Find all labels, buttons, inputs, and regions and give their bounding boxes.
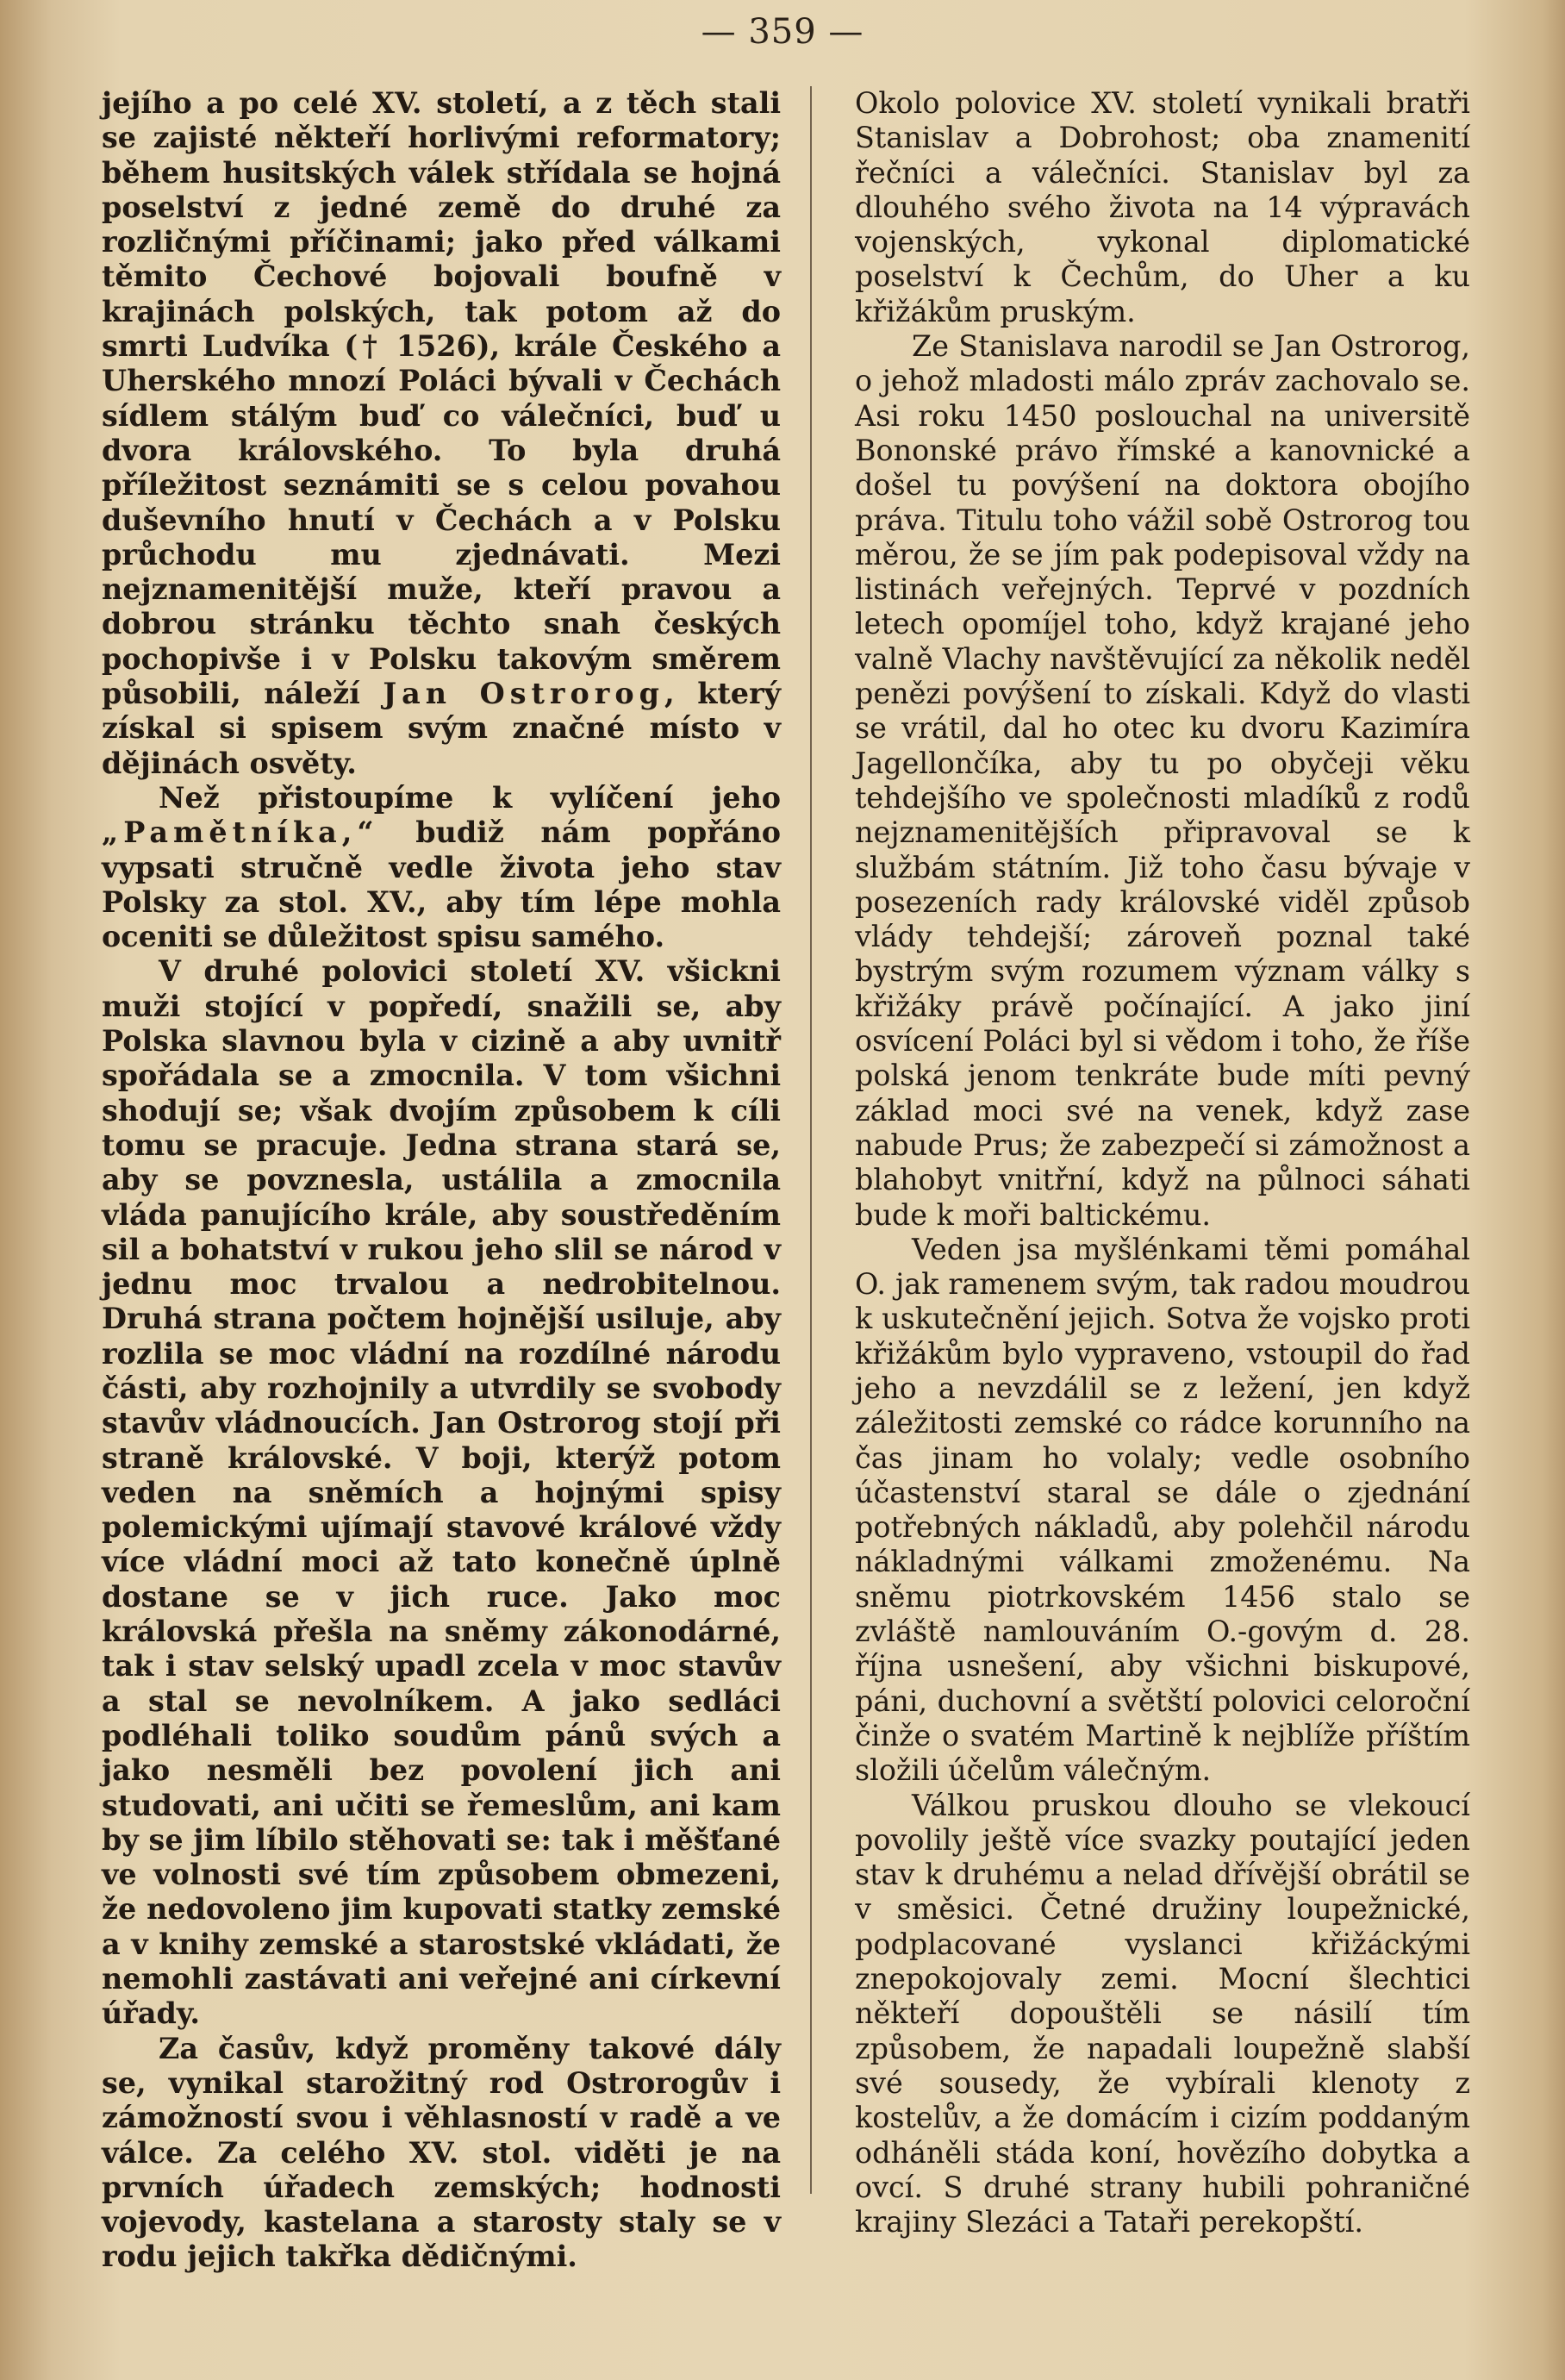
paragraph: jejího a po celé XV. století, a z těch stali se zajisté někteří horlivými reformatory; během husitských válek střídala se hojná poselství z jedné země do druhé za rozličnými příčinami; jako před válkami těmito Čechové bojovali boufně v krajinách polských, tak potom až do smrti Ludvíka († 1526), krále Českého a Uherského mnozí Poláci bývali v Čechách sídlem stálým buď co válečníci, buď u dvora královského. To byla druhá příležitost seznámiti se s celou povahou duševního hnutí v Čechách a v Polsku průchodu mu zjednávati. Mezi nejznamenitější muže, kteří pravou a dobrou stránku těchto snah českých pochopivše i v Polsku takovým směrem působili, náleží Jan Ostrorog, který získal si spisem svým značné místo v dějinách osvěty. (102, 86, 782, 780)
emphasized-title: „Pamětníka,“ (102, 815, 379, 850)
column-divider (810, 86, 812, 2194)
paragraph: Ze Stanislava narodil se Jan Ostrorog, o jehož mladosti málo zpráv zachovalo se. Asi roku 1450 poslouchal na universitě Bononské právo římské a kanovnické a došel tu povýšení na doktora obojího práva. Titulu toho vážil sobě Ostrorog tou měrou, že se jím pak podepisoval vždy na listinách veřejných. Teprvé v pozdních letech opomíjel toho, když krajané jeho valně Vlachy navštěvující za několik neděl penězi povýšení to získali. Když do vlasti se vrátil, dal ho otec ku dvoru Kazimíra Jagellončíka, aby tu po obyčeji věku tehdejšího ve společnosti mladíků z rodů nejznamenitějších připravoval se k službám státním. Již toho času bývaje v posezeních rady královské viděl způsob vlády tehdejší; zároveň poznal také bystrým svým rozumem význam války s křižáky právě počínající. A jako jiní osvícení Poláci byl si vědom i toho, že říše polská jenom tenkráte bude míti pevný základ moci své na venek, když zase nabude Prus; že zabezpečí si zámožnost a blahobyt vnitřní, když na půlnoci sáhati bude k moři baltickému. (855, 329, 1470, 1232)
paragraph: Okolo polovice XV. století vynikali bratři Stanislav a Dobrohost; oba znamenití řečníci a válečníci. Stanislav byl za dlouhého svého života na 14 výpravách vojenských, vykonal diplomatické poselství k Čechům, do Uher a ku křižákům pruským. (855, 86, 1470, 328)
paragraph: Veden jsa myšlénkami těmi pomáhal O. jak ramenem svým, tak radou moudrou k uskutečnění jejich. Sotva že vojsko proti křižákům bylo vypraveno, vstoupil do řad jeho a nevzdálil se z ležení, jen když záležitosti zemské co rádce korunního na čas jinam ho volaly; vedle osobního účastenství staral se dále o zjednání potřebných nákladů, aby polehčil národu nákladnými válkami zmoženému. Na sněmu piotrkovském 1456 stalo se zvláště namlouváním O.-govým d. 28. října usnešení, aby všichni biskupové, páni, duchovní a světští polovici celoroční činže o svatém Martině k nejblíže příštím složili účelům válečným. (855, 1232, 1470, 1788)
left-column (102, 86, 781, 2275)
paragraph: V druhé polovici století XV. všickni muži stojící v popředí, snažili se, aby Polska slavnou byla v cizině a aby uvnitř spořádala se a zmocnila. V tom všichni shodují se; však dvojím způsobem k cíli tomu se pracuje. Jedna strana stará se, aby se povznesla, ustálila a zmocnila vláda panujícího krále, aby soustředěním sil a bohatství v rukou jeho slil se národ v jednu moc trvalou a nedrobitelnou. Druhá strana počtem hojnější usiluje, aby rozlila se moc vládní na rozdílné národu části, aby rozhojnily a utvrdily se svobody stavův vládnoucích. Jan Ostrorog stojí při straně královské. V boji, kterýž potom veden na sněmích a hojnými spisy polemickými ujímají stavové králové vždy více vládní moci až tato konečně úplně dostane se v jich ruce. Jako moc královská přešla na sněmy zákonodárné, tak i stav selský upadl zcela v moc stavův a stal se nevolníkem. A jako sedláci podléhali toliko soudům pánů svých a jako nesměli bez povolení jich ani studovati, ani učiti se řemeslům, ani kam by se jim líbilo stěhovati se: tak i měšťané ve volnosti své tím způsobem obmezeni, že nedovoleno jim kupovati statky zemské a v knihy zemské a starostské vkládati, že nemohli zastávati ani veřejné ani církevní úřady. (102, 954, 781, 2031)
paragraph: Válkou pruskou dlouho se vlekoucí povolily ještě více svazky poutající jeden stav k druhému a nelad dřívější obrátil se v směsici. Četné družiny loupežnické, podplacované vyslanci křižáckými znepokojovaly zemi. Mocní šlechtici někteří dopouštěli se násilí tím způsobem, že napadali loupežně slabší své sousedy, že vybírali klenoty z kostelův, a že domácím i cizím poddaným odháněli stáda koní, hovězího dobytka a ovcí. S druhé strany hubili pohraničné krajiny Slezáci a Tataři perekopští. (855, 1788, 1470, 2239)
page-number: — 359 — (701, 12, 864, 52)
paragraph: Za časův, když proměny takové dály se, vynikal starožitný rod Ostrorogův i zámožností svou i věhlasností v radě a ve válce. Za celého XV. stol. viděti je na prvních úřadech zemských; hodnosti vojevody, kastelana a starosty staly se v rodu jejich takřka dědičnými. (102, 2031, 781, 2274)
paragraph: Než přistoupíme k vylíčení jeho „Pamětníka,“ budiž nám popřáno vypsati stručně vedle života jeho stav Polsky za stol. XV., aby tím lépe mohla oceniti se důležitost spisu samého. (102, 780, 781, 954)
right-column (855, 86, 1470, 2239)
emphasized-name: Jan Ostrorog (383, 677, 665, 711)
